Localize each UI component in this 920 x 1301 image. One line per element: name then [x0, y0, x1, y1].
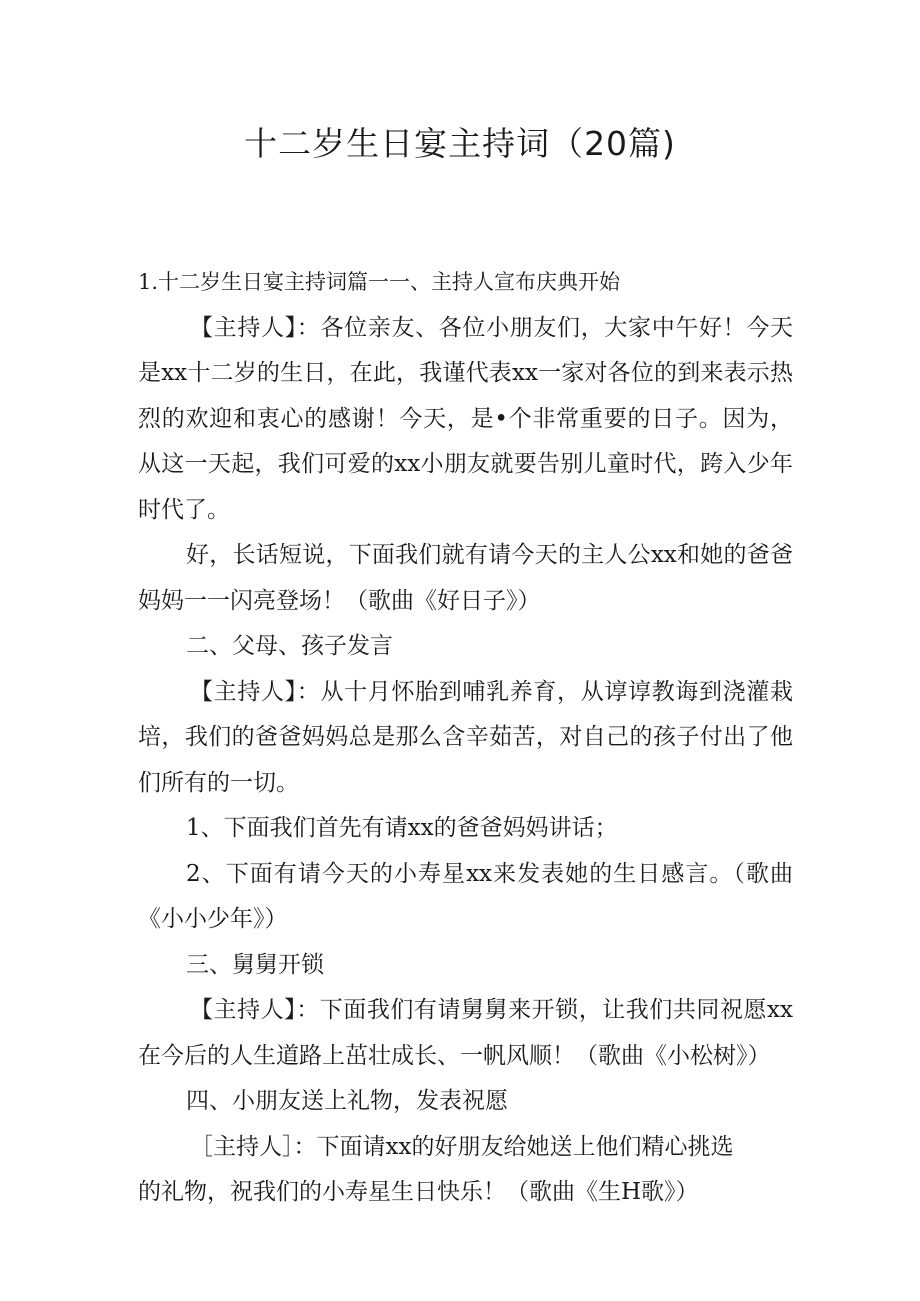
- document-body: [138, 260, 793, 1216]
- section-heading-2: 二、父母、孩子发言: [186, 633, 393, 659]
- section-heading-1: 1.十二岁生日宴主持词篇一一、主持人宣布庆典开始: [138, 270, 621, 294]
- section-heading-3: 三、舅舅开锁: [186, 951, 324, 978]
- host-speech-unlock: 【主持人】：下面我们有请舅舅来开锁，让我们共同祝愿xx在今后的人生道路上茁壮成长、一帆风顺！（歌曲《小松树》）: [138, 997, 793, 1069]
- host-speech-gifts-continued: 的礼物，祝我们的小寿星生日快乐！（歌曲《生H歌》）: [138, 1179, 699, 1205]
- host-speech-parents: 【主持人】：从十月怀胎到哺乳养育，从谆谆教诲到浇灌栽培，我们的爸爸妈妈总是那么含辛茹苦，对自己的孩子付出了他们所有的一切。: [138, 678, 793, 796]
- section-heading-4: 四、小朋友送上礼物，发表祝愿: [186, 1088, 508, 1114]
- document-title: 十二岁生日宴主持词（20篇): [244, 124, 676, 163]
- list-item-2: 2、下面有请今天的小寿星xx来发表她的生日感言。（歌曲《小小少年》）: [138, 860, 793, 932]
- intro-paragraph: 好，长话短说，下面我们就有请今天的主人公xx和她的爸爸妈妈一一闪亮登场！（歌曲《好日子》）: [138, 542, 793, 614]
- host-speech-gifts: ［主持人］：下面请xx的好朋友给她送上他们精心挑选: [190, 1133, 734, 1160]
- host-speech-opening: 【主持人】：各位亲友、各位小朋友们，大家中午好！今天是xx十二岁的生日，在此，我谨代表xx一家对各位的到来表示热烈的欢迎和衷心的感谢！今天，是•个非常重要的日子。因为，从这一天起，我们可爱的xx小朋友就要告别儿童时代，跨入少年时代了。: [138, 314, 793, 523]
- list-item-1: 1、下面我们首先有请xx的爸爸妈妈讲话；: [186, 815, 618, 841]
